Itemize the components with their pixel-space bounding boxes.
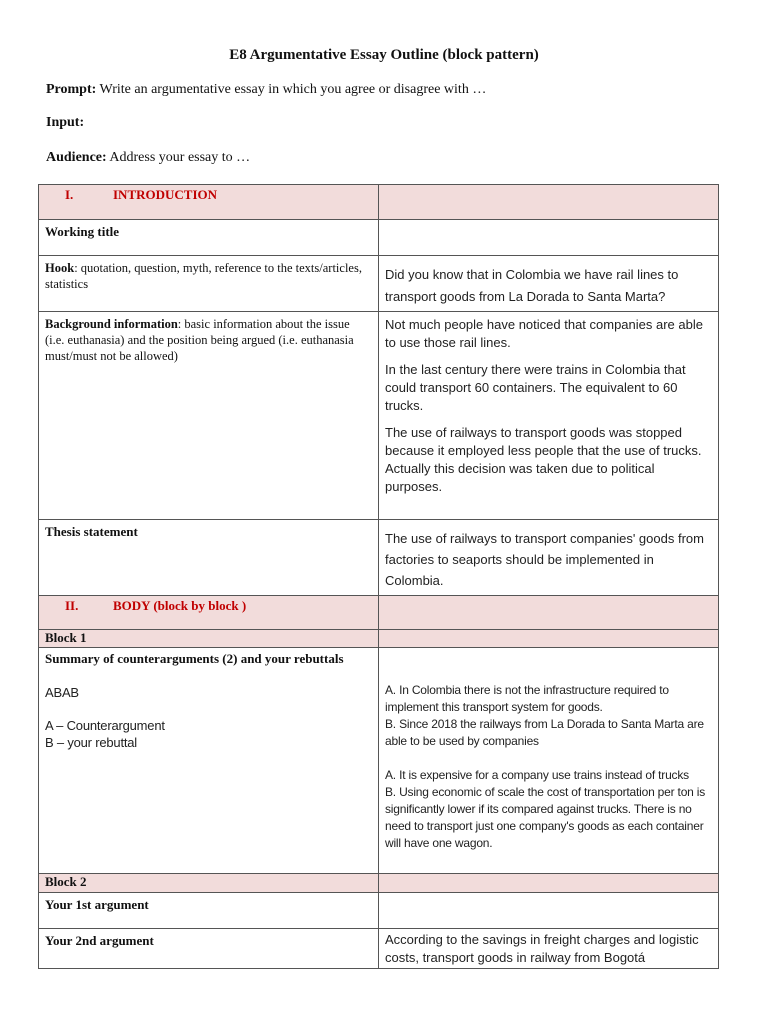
body-section-label: BODY (block by block ) <box>113 598 247 613</box>
arg2-value[interactable]: According to the savings in freight charges and logistic costs, transport goods in railway from Bogotá <box>379 929 719 969</box>
audience-line <box>46 150 250 166</box>
hook-value[interactable]: Did you know that in Colombia we have rail lines to transport goods from La Dorada to Santa Marta? <box>379 256 719 312</box>
background-p2: In the last century there were trains in Colombia that could transport 60 containers. The equivalent to 60 trucks. <box>385 362 686 413</box>
summary-cell <box>39 648 379 874</box>
background-p3: The use of railways to transport goods was stopped because it employed less people that the use of trucks. Actually this decision was taken due to political purposes. <box>385 425 702 494</box>
thesis-label: Thesis statement <box>39 520 379 596</box>
prompt-label: Prompt: <box>46 82 97 97</box>
background-cell <box>39 312 379 520</box>
rebuttal-2b: B. Using economic of scale the cost of transportation per ton is significantly lower if its compared against trucks. There is no need to transport just one company's goods as each container will have one wagon. <box>385 785 706 850</box>
intro-section-row <box>39 185 719 220</box>
intro-section-number: I. <box>65 187 74 202</box>
summary-row <box>39 648 719 874</box>
audience-text: Address your essay to … <box>109 150 251 165</box>
prompt-text: Write an argumentative essay in which you agree or disagree with … <box>99 82 487 97</box>
body-section-blank <box>379 596 719 630</box>
intro-section-blank <box>379 185 719 220</box>
hook-label: Hook <box>45 261 75 275</box>
hook-desc: : quotation, question, myth, reference to the texts/articles, statistics <box>45 261 362 291</box>
summary-pattern: ABAB <box>45 685 79 700</box>
working-title-value[interactable] <box>379 220 719 256</box>
summary-b-def: B – your rebuttal <box>45 735 137 750</box>
arg1-value[interactable] <box>379 893 719 929</box>
input-line <box>46 115 84 131</box>
rebuttal-1b: B. Since 2018 the railways from La Dorada to Santa Marta are able to be used by companies <box>385 717 704 748</box>
outline-table <box>38 184 719 969</box>
body-section-row <box>39 596 719 630</box>
block2-blank <box>379 874 719 893</box>
block1-label: Block 1 <box>39 630 379 648</box>
block1-blank <box>379 630 719 648</box>
block1-row <box>39 630 719 648</box>
rebuttal-2a: A. It is expensive for a company use trains instead of trucks <box>385 768 689 782</box>
working-title-label: Working title <box>39 220 379 256</box>
background-row <box>39 312 719 520</box>
input-label: Input: <box>46 115 85 130</box>
block2-row <box>39 874 719 893</box>
summary-a-def: A – Counterargument <box>45 718 165 733</box>
hook-cell <box>39 256 379 312</box>
arg1-row <box>39 893 719 929</box>
arg2-row <box>39 929 719 969</box>
block2-label: Block 2 <box>39 874 379 893</box>
body-section-header <box>39 596 379 630</box>
intro-section-header <box>39 185 379 220</box>
prompt-line <box>46 82 486 98</box>
working-title-row <box>39 220 719 256</box>
body-section-number: II. <box>65 598 79 613</box>
hook-row <box>39 256 719 312</box>
intro-section-label: INTRODUCTION <box>113 187 218 202</box>
background-label: Background information <box>45 317 178 331</box>
thesis-value[interactable]: The use of railways to transport companies' goods from factories to seaports should be implemented in Colombia. <box>379 520 719 596</box>
rebuttal-1a: A. In Colombia there is not the infrastructure required to implement this transport system for goods. <box>385 683 669 714</box>
summary-label: Summary of counterarguments (2) and your rebuttals <box>45 651 344 666</box>
summary-value[interactable] <box>379 648 719 874</box>
audience-label: Audience: <box>46 150 107 165</box>
background-value[interactable] <box>379 312 719 520</box>
arg1-label: Your 1st argument <box>39 893 379 929</box>
document-title: E8 Argumentative Essay Outline (block pattern) <box>229 47 539 63</box>
arg2-label: Your 2nd argument <box>39 929 379 969</box>
background-desc: : basic information about the issue (i.e. euthanasia) and the position being argued (i.e. euthanasia must/must not be allowed) <box>45 317 354 363</box>
background-p1: Not much people have noticed that companies are able to use those rail lines. <box>385 317 703 350</box>
thesis-row <box>39 520 719 596</box>
